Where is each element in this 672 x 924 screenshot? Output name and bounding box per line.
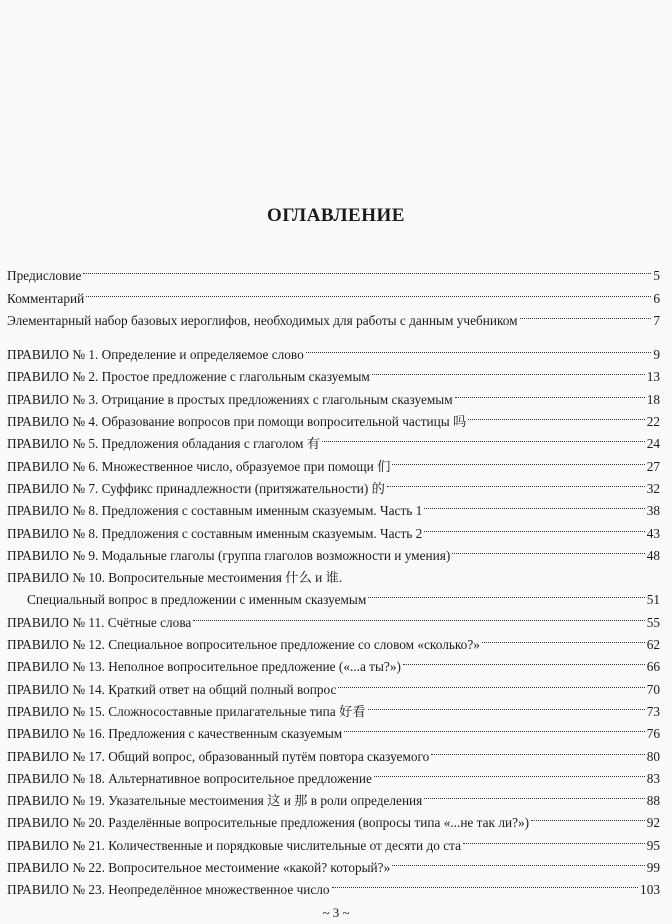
- toc-entry-page: 9: [653, 347, 660, 363]
- toc-entry: [7, 280, 660, 306]
- toc-entry: [7, 426, 660, 452]
- toc-entry-page: 18: [646, 391, 660, 407]
- toc-entry-page: 76: [646, 726, 660, 742]
- toc-entry: [7, 761, 660, 786]
- toc-entry-title: ПРАВИЛО № 3. Отрицание в простых предложениях с глагольным сказуемым: [7, 391, 453, 407]
- toc-entry: [7, 604, 660, 630]
- toc-leader-dots: [338, 671, 644, 693]
- toc-entry-title: ПРАВИЛО № 22. Вопросительное местоимение «какой? который?»: [7, 860, 391, 876]
- toc-leader-dots: [424, 783, 644, 805]
- toc-entry-page: 27: [646, 458, 660, 474]
- toc-leader-dots: [372, 359, 645, 381]
- toc-leader-dots: [468, 404, 644, 426]
- toc-entry-title: ПРАВИЛО № 10. Вопросительные местоимения 什么 и 谁.: [7, 570, 343, 586]
- toc-entry: [7, 538, 660, 563]
- toc-leader-dots: [531, 805, 645, 827]
- toc-leader-dots: [83, 258, 651, 280]
- toc-entry: [7, 582, 660, 608]
- toc-entry: [7, 471, 660, 496]
- toc-leader-dots: [403, 649, 645, 671]
- toc-entry: [7, 872, 660, 898]
- toc-entry-title: ПРАВИЛО № 4. Образование вопросов при помощи вопросительной частицы 吗: [7, 414, 467, 430]
- toc-entry-title: ПРАВИЛО № 13. Неполное вопросительное предложение («...а ты?»): [7, 659, 401, 675]
- toc-leader-dots: [332, 872, 638, 894]
- toc-entry-title: ПРАВИЛО № 8. Предложения с составным именным сказуемым. Часть 2: [7, 525, 423, 541]
- toc-entry-page: 92: [646, 815, 660, 831]
- toc-entry: [7, 850, 660, 876]
- toc-entry-title: ПРАВИЛО № 21. Количественные и порядковые числительные от десяти до ста: [7, 837, 461, 853]
- toc-leader-dots: [431, 738, 644, 760]
- toc-entry-title: ПРАВИЛО № 1. Определение и определяемое слово: [7, 347, 304, 363]
- toc-entry-page: 38: [646, 503, 660, 519]
- toc-entry: [7, 515, 660, 541]
- toc-entry-title: ПРАВИЛО № 12. Специальное вопросительное предложение со словом «сколько?»: [7, 637, 480, 653]
- toc-entry-title: ПРАВИЛО № 18. Альтернативное вопросительное предложение: [7, 770, 372, 786]
- toc-entry-page: 95: [646, 837, 660, 853]
- toc-entry-title: ПРАВИЛО № 9. Модальные глаголы (группа глаголов возможности и умения): [7, 547, 451, 563]
- toc-leader-dots: [520, 303, 652, 325]
- toc-entry: [7, 493, 660, 519]
- toc-entry-page: 70: [646, 681, 660, 697]
- toc-entry-title: Специальный вопрос в предложении с именным сказуемым: [27, 592, 367, 608]
- toc-leader-dots: [392, 850, 644, 872]
- toc-entry-page: 13: [646, 369, 660, 385]
- toc-entry-title: ПРАВИЛО № 5. Предложения обладания с глаголом 有: [7, 436, 321, 452]
- toc-entry-page: 83: [646, 770, 660, 786]
- toc-entry: [7, 303, 660, 328]
- toc-leader-dots: [374, 761, 645, 783]
- toc-entry: [7, 805, 660, 831]
- toc-entry-page: 51: [646, 592, 660, 608]
- toc-entry-title: ПРАВИЛО № 7. Суффикс принадлежности (притяжательности) 的: [7, 480, 385, 496]
- toc-leader-dots: [455, 381, 645, 403]
- toc-entry-page: 103: [640, 882, 660, 898]
- toc-entry-title: ПРАВИЛО № 6. Множественное число, образуемое при помощи 们: [7, 458, 391, 474]
- toc-leader-dots: [424, 515, 644, 537]
- page-number: ~ 3 ~: [322, 905, 350, 920]
- toc-entry-title: ПРАВИЛО № 19. Указательные местоимения 这 и 那 в роли определения: [7, 793, 423, 809]
- toc-entry-page: 48: [646, 547, 660, 563]
- toc-leader-dots: [424, 493, 644, 515]
- toc-entry-page: 66: [646, 659, 660, 675]
- toc-leader-dots: [463, 827, 645, 849]
- toc-leader-dots: [392, 448, 644, 470]
- rules-list: [7, 337, 660, 898]
- toc-entry: [7, 560, 660, 586]
- toc-leader-dots: [306, 337, 652, 359]
- toc-entry: [7, 381, 660, 407]
- toc-entry-page: 73: [646, 703, 660, 719]
- toc-entry: [7, 827, 660, 853]
- toc-entry-page: 55: [646, 614, 660, 630]
- toc-entry-title: ПРАВИЛО № 23. Неопределённое множественное число: [7, 882, 330, 898]
- toc-entry-page: 62: [646, 637, 660, 653]
- toc-entry-title: ПРАВИЛО № 15. Сложносоставные прилагательные типа 好看: [7, 703, 366, 719]
- toc-entry: [7, 448, 660, 474]
- toc-entry-title: ПРАВИЛО № 14. Краткий ответ на общий полный вопрос: [7, 681, 337, 697]
- toc-entry-page: 80: [646, 748, 660, 764]
- toc-entry-title: ПРАВИЛО № 8. Предложения с составным именным сказуемым. Часть 1: [7, 503, 423, 519]
- toc-leader-dots: [387, 471, 645, 493]
- toc-entry: [7, 694, 660, 719]
- toc-entry-title: ПРАВИЛО № 2. Простое предложение с глагольным сказуемым: [7, 369, 370, 385]
- toc-entry-page: 7: [653, 312, 660, 328]
- toc-leader-dots: [368, 694, 645, 716]
- toc-entry: [7, 716, 660, 742]
- toc-entry: [7, 783, 660, 809]
- toc-leader-dots: [322, 426, 645, 448]
- toc-leader-dots: [482, 627, 645, 649]
- toc-entry-title: ПРАВИЛО № 11. Счётные слова: [7, 614, 192, 630]
- toc-leader-dots: [193, 604, 644, 626]
- toc-entry-page: 5: [653, 268, 660, 284]
- toc-title: ОГЛАВЛЕНИЕ: [267, 205, 405, 226]
- toc-entry-page: 32: [646, 480, 660, 496]
- toc-entry-page: 43: [646, 525, 660, 541]
- toc-entry: [7, 404, 660, 430]
- toc-leader-dots: [344, 560, 658, 582]
- toc-entry-title: ПРАВИЛО № 16. Предложения с качественным сказуемым: [7, 726, 343, 742]
- toc-leader-dots: [452, 538, 644, 560]
- toc-entry-title: Предисловие: [7, 268, 82, 284]
- toc-leader-dots: [86, 280, 651, 302]
- toc-entry-title: Комментарий: [7, 290, 85, 306]
- toc-entry: [7, 359, 660, 385]
- front-matter-list: [7, 258, 660, 328]
- toc-entry: [7, 258, 660, 284]
- toc-entry-page: 99: [646, 860, 660, 876]
- toc-leader-dots: [344, 716, 644, 738]
- toc-entry: [7, 649, 660, 675]
- toc-entry-page: 22: [646, 414, 660, 430]
- toc-entry-page: 24: [646, 436, 660, 452]
- toc-leader-dots: [368, 582, 644, 604]
- toc-entry: [7, 671, 660, 697]
- toc-entry: [7, 627, 660, 653]
- toc-entry-page: 88: [646, 793, 660, 809]
- toc-entry-title: ПРАВИЛО № 20. Разделённые вопросительные предложения (вопросы типа «...не так ли?»): [7, 815, 530, 831]
- toc-entry-title: Элементарный набор базовых иероглифов, необходимых для работы с данным учебником: [7, 312, 518, 328]
- toc-entry: [7, 738, 660, 764]
- toc-entry-title: ПРАВИЛО № 17. Общий вопрос, образованный путём повтора сказуемого: [7, 748, 430, 764]
- toc-entry-page: 6: [653, 290, 660, 306]
- toc-entry: [7, 337, 660, 363]
- table-of-contents: [7, 258, 660, 898]
